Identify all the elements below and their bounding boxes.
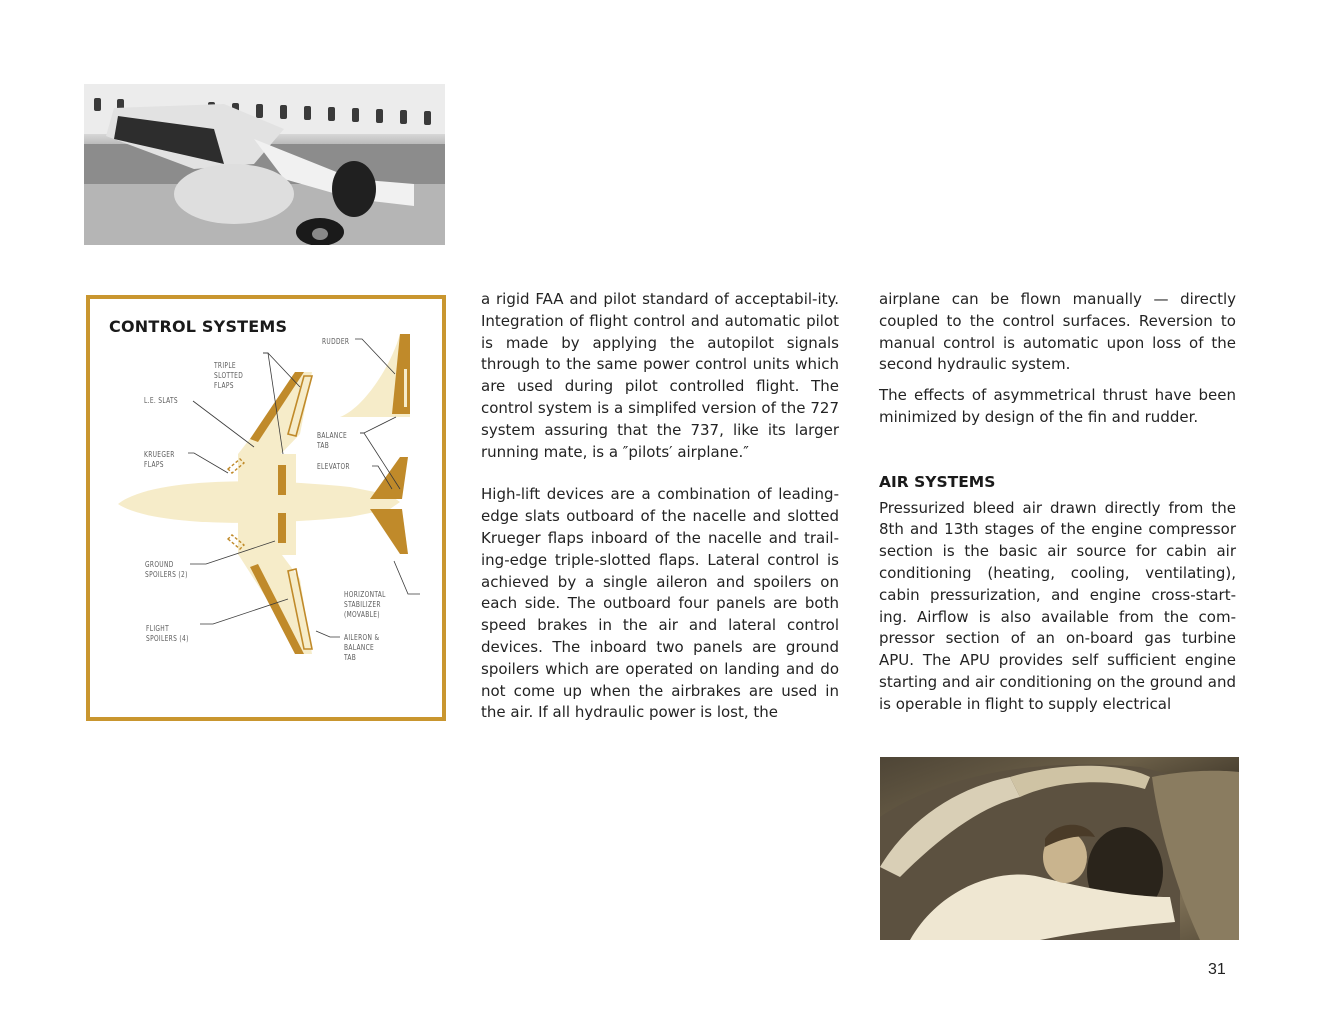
callout-le-slats: L.E. SLATS [144, 396, 178, 405]
paragraph-air-systems: Pressurized bleed air drawn directly from the 8th and 13th stages of the engine compressor section is the basic air source for cabin air conditioning (heating, cooling, ventilating), cabin pressurization, and engine cross-start-ing. Airflow is also available from the com-pressor section of an on-board gas turbine APU. The APU provides self sufficient engine starting and air conditioning on the ground and is operable in flight to supply electrical [879, 498, 1236, 713]
h-stab-lower [370, 509, 408, 554]
page-number: 31 [1208, 961, 1226, 978]
paragraph-flight-control: a rigid FAA and pilot standard of acceptabil-ity. Integration of flight control and automatic pilot is made by applying the autopilot signals through to the same power control units which are used during pilot controlled flight. The control system is a simplifed version of the 727 system assuring that the 737, like its larger running mate, is a ″pilots′ airplane.″ [481, 290, 839, 461]
callout-elevator: ELEVATOR [317, 462, 350, 471]
ground-spoiler-upper [278, 465, 286, 495]
callout-rudder: RUDDER [322, 337, 350, 346]
callout-krueger-flaps: KRUEGER FLAPS [144, 450, 175, 469]
callout-balance-tab: BALANCE TAB [317, 431, 348, 450]
wing-flaps-illustration [84, 84, 445, 245]
callout-flight-spoilers: FLIGHT SPOILERS (4) [146, 624, 189, 643]
mechanic-engine-photo [880, 757, 1239, 940]
mechanic-illustration [880, 757, 1239, 940]
diagram-title: CONTROL SYSTEMS [109, 317, 288, 336]
ground-spoiler-lower [278, 513, 286, 543]
airplane-planform [90, 299, 442, 717]
control-systems-diagram [86, 295, 446, 721]
text-column-2 [879, 289, 1236, 716]
air-systems-heading: AIR SYSTEMS [879, 472, 996, 491]
text-column-1 [481, 289, 839, 724]
callout-ground-spoilers: GROUND SPOILERS (2) [145, 560, 188, 579]
h-stab-upper [370, 457, 408, 499]
paragraph-manual-reversion: airplane can be flown manually — directly coupled to the control surfaces. Reversion to manual control is automatic upon loss of the second hydraulic system. [879, 290, 1236, 374]
callout-aileron-balance-tab: AILERON & BALANCE TAB [344, 633, 380, 662]
paragraph-high-lift: High-lift devices are a combination of leading-edge slats outboard of the nacelle and slotted Krueger flaps inboard of the nacelle and trail-ing-edge triple-slotted flaps. Lateral control is achieved by a single aileron and spoilers on each side. The outboard four panels are both speed brakes in the air and lateral control devices. The inboard two panels are ground spoilers which are operated on landing and do not come up when the airbrakes are used in the air. If all hydraulic power is lost, the [481, 485, 839, 722]
paragraph-asymmetrical-thrust: The effects of asymmetrical thrust have been minimized by design of the fin and rudder. [879, 386, 1236, 426]
callout-triple-slotted-flaps: TRIPLE SLOTTED FLAPS [214, 361, 244, 390]
wing-flaps-photo [84, 84, 445, 245]
callout-horizontal-stabilizer: HORIZONTAL STABILIZER (MOVABLE) [344, 590, 386, 619]
